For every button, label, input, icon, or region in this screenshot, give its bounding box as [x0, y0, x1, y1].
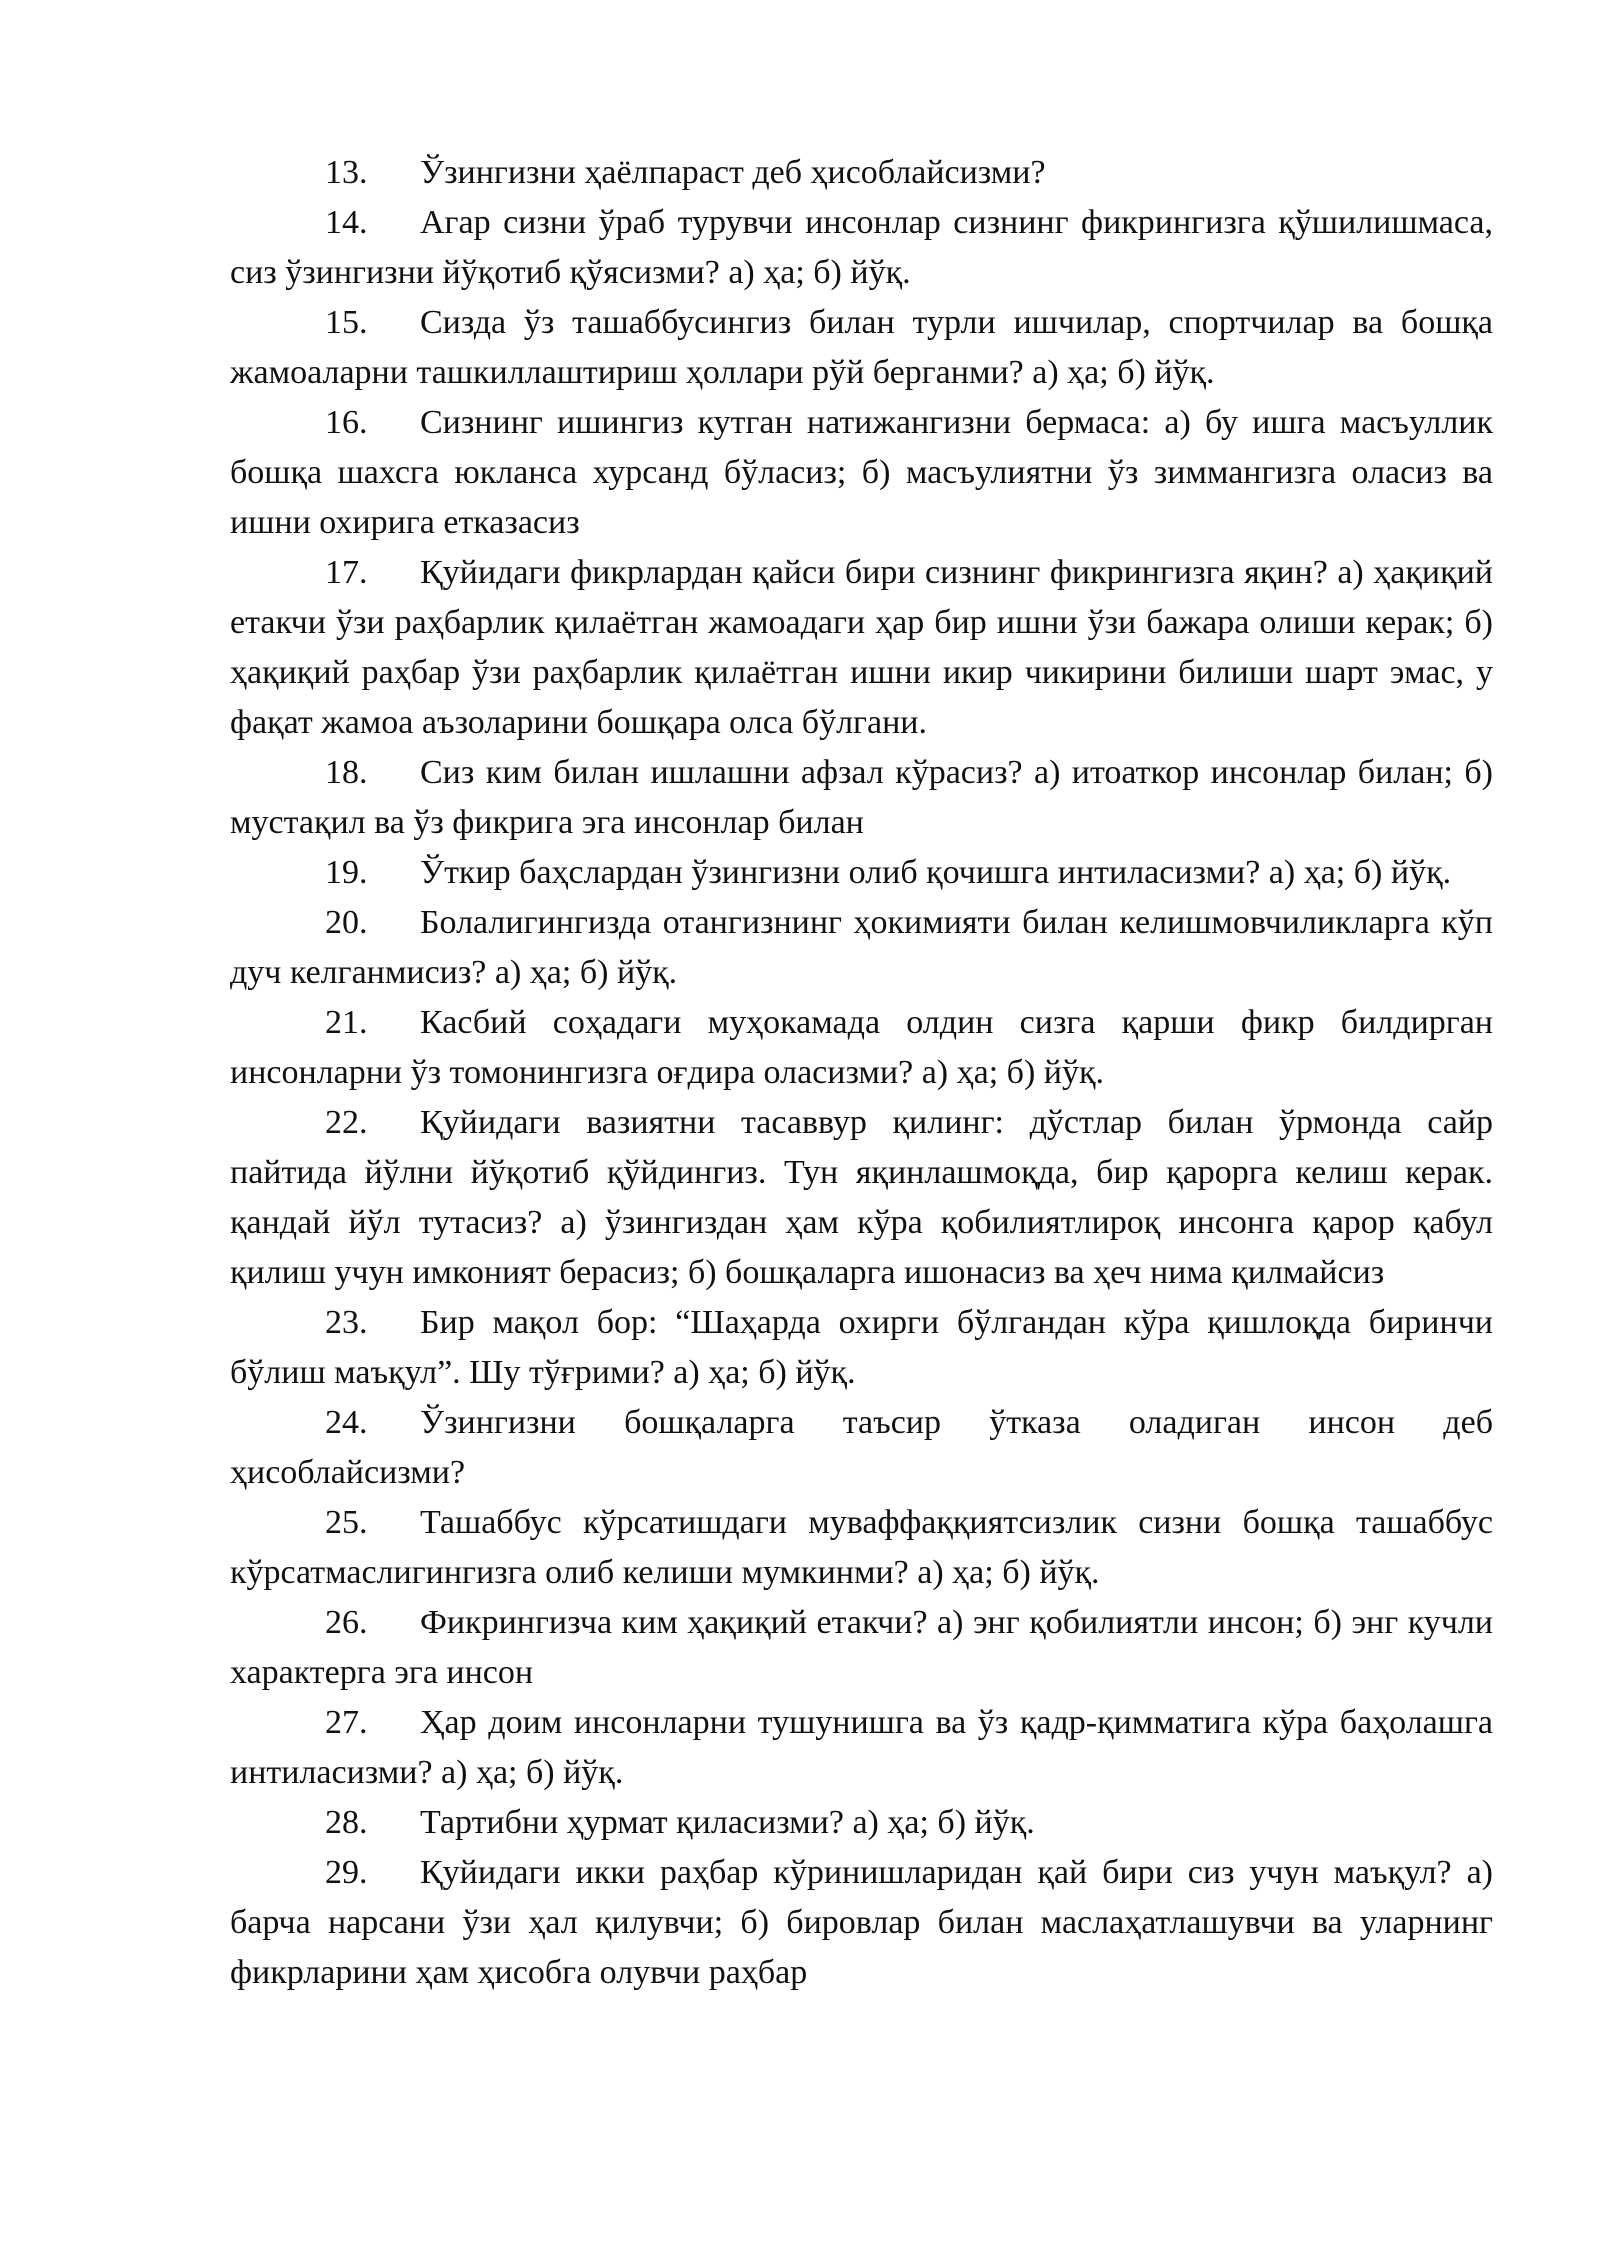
- question-text: Бир мақол бор: “Шаҳарда охирги бўлгандан кўра қишлоқда биринчи бўлиш маъқул”. Шу тўғрими? а) ҳа; б) йўқ.: [230, 1304, 1493, 1391]
- question-text: Ўткир баҳслардан ўзингизни олиб қочишга интиласизми? а) ҳа; б) йўқ.: [420, 854, 1452, 891]
- question-item: [230, 1598, 1493, 1698]
- question-item: [230, 398, 1493, 548]
- question-number: 23.: [325, 1304, 368, 1341]
- question-text: Тартибни ҳурмат қиласизми? а) ҳа; б) йўқ.: [420, 1804, 1035, 1841]
- question-text: Касбий соҳадаги муҳокамада олдин сизга қарши фикр билдирган инсонларни ўз томонингизга оғдира оласизми? а) ҳа; б) йўқ.: [230, 1004, 1493, 1091]
- question-text: Қуйидаги фикрлардан қайси бири сизнинг фикрингизга яқин? а) ҳақиқий етакчи ўзи раҳбарлик қилаётган жамоадаги ҳар бир ишни ўзи бажара олиши керак; б) ҳақиқий раҳбар ўзи раҳбарлик қилаётган ишни икир чикирини билиши шарт эмас, у фақат жамоа аъзоларини бошқара олса бўлгани.: [230, 554, 1493, 741]
- question-text: Сизнинг ишингиз кутган натижангизни бермаса: а) бу ишга масъуллик бошқа шахсга юкланса хурсанд бўласиз; б) масъулиятни ўз зиммангизга оласиз ва ишни охирига етказасиз: [230, 404, 1493, 541]
- question-text: Ўзингизни бошқаларга таъсир ўтказа оладиган инсон деб ҳисоблайсизми?: [230, 1404, 1493, 1491]
- question-number: 29.: [325, 1854, 368, 1891]
- question-item: [230, 898, 1493, 998]
- question-item: [230, 1498, 1493, 1598]
- question-text: Агар сизни ўраб турувчи инсонлар сизнинг фикрингизга қўшилишмаса, сиз ўзингизни йўқотиб қўясизми? а) ҳа; б) йўқ.: [230, 204, 1493, 291]
- question-item: [230, 998, 1493, 1098]
- question-text: Сиз ким билан ишлашни афзал кўрасиз? а) итоаткор инсонлар билан; б) мустақил ва ўз фикрига эга инсонлар билан: [230, 754, 1493, 841]
- question-number: 19.: [325, 854, 368, 891]
- question-number: 14.: [325, 204, 368, 241]
- question-number: 20.: [325, 904, 368, 941]
- question-item: [230, 198, 1493, 298]
- question-number: 28.: [325, 1804, 368, 1841]
- question-number: 26.: [325, 1604, 368, 1641]
- question-item: [230, 1698, 1493, 1798]
- question-text: Фикрингизча ким ҳақиқий етакчи? а) энг қобилиятли инсон; б) энг кучли характерга эга инсон: [230, 1604, 1493, 1691]
- question-number: 25.: [325, 1504, 368, 1541]
- question-number: 18.: [325, 754, 368, 791]
- question-text: Ҳар доим инсонларни тушунишга ва ўз қадр-қимматига кўра баҳолашга интиласизми? а) ҳа; б) йўқ.: [230, 1704, 1493, 1791]
- question-number: 21.: [325, 1004, 368, 1041]
- question-item: [230, 548, 1493, 748]
- question-item: [230, 1798, 1493, 1848]
- question-item: [230, 1098, 1493, 1298]
- question-item: [230, 148, 1493, 198]
- question-number: 17.: [325, 554, 368, 591]
- question-number: 22.: [325, 1104, 368, 1141]
- question-item: [230, 748, 1493, 848]
- question-number: 13.: [325, 154, 368, 191]
- question-text: Қуйидаги вазиятни тасаввур қилинг: дўстлар билан ўрмонда сайр пайтида йўлни йўқотиб қўйдингиз. Тун яқинлашмоқда, бир қарорга келиш керак. қандай йўл тутасиз? а) ўзингиздан ҳам кўра қобилиятлироқ инсонга қарор қабул қилиш учун имконият берасиз; б) бошқаларга ишонасиз ва ҳеч нима қилмайсиз: [230, 1104, 1493, 1291]
- question-item: [230, 1298, 1493, 1398]
- question-number: 27.: [325, 1704, 368, 1741]
- question-number: 24.: [325, 1404, 368, 1441]
- question-number: 15.: [325, 304, 368, 341]
- question-number: 16.: [325, 404, 368, 441]
- question-text: Қуйидаги икки раҳбар кўринишларидан қай бири сиз учун маъқул? а) барча нарсани ўзи ҳал қилувчи; б) бировлар билан маслаҳатлашувчи ва уларнинг фикрларини ҳам ҳисобга олувчи раҳбар: [230, 1854, 1493, 1991]
- question-text: Сизда ўз ташаббусингиз билан турли ишчилар, спортчилар ва бошқа жамоаларни ташкиллаштириш ҳоллари рўй берганми? а) ҳа; б) йўқ.: [230, 304, 1493, 391]
- question-item: [230, 1398, 1493, 1498]
- question-item: [230, 1848, 1493, 1998]
- question-text: Болалигингизда отангизнинг ҳокимияти билан келишмовчиликларга кўп дуч келганмисиз? а) ҳа; б) йўқ.: [230, 904, 1493, 991]
- question-item: [230, 848, 1493, 898]
- question-list: [230, 148, 1493, 1998]
- question-text: Ташаббус кўрсатишдаги муваффаққиятсизлик сизни бошқа ташаббус кўрсатмаслигингизга олиб келиши мумкинми? а) ҳа; б) йўқ.: [230, 1504, 1493, 1591]
- question-item: [230, 298, 1493, 398]
- question-text: Ўзингизни ҳаёлпараст деб ҳисоблайсизми?: [420, 154, 1046, 191]
